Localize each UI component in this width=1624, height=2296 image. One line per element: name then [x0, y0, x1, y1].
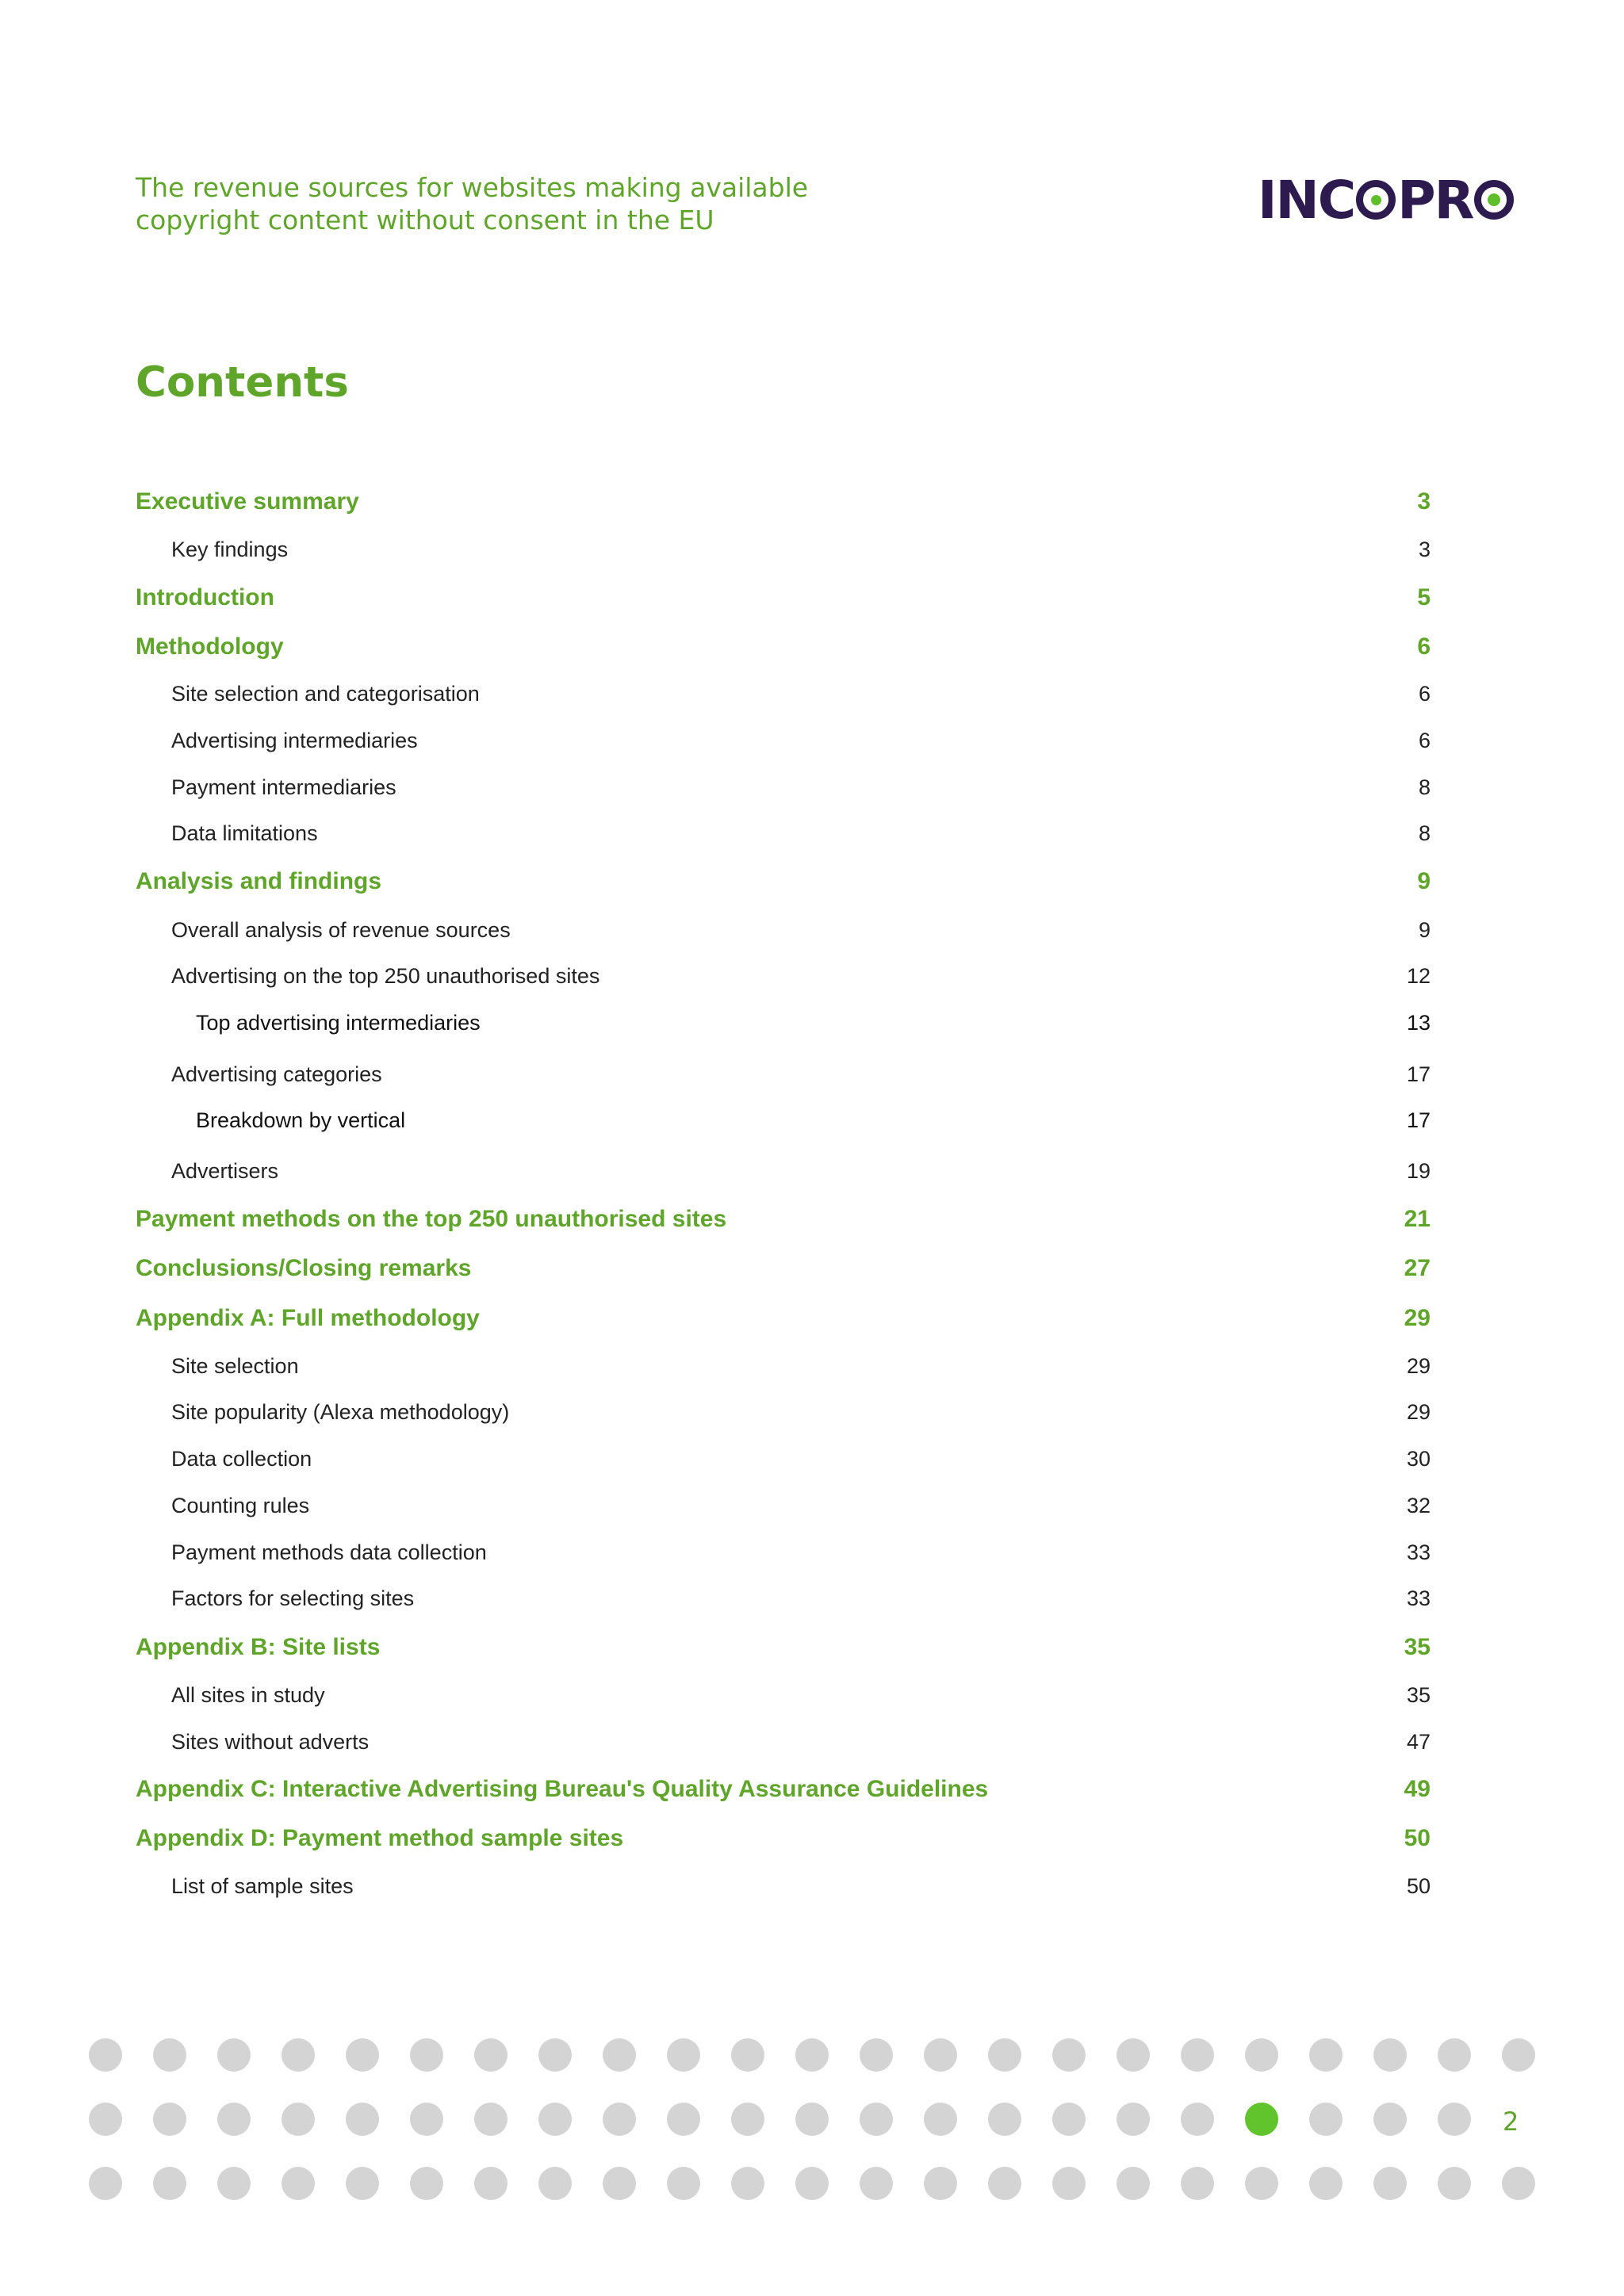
decorative-dot: [603, 2103, 636, 2136]
decorative-dot: [410, 2038, 443, 2072]
toc-entry-label: Top advertising intermediaries: [196, 1010, 481, 1035]
toc-entry[interactable]: [136, 960, 1431, 992]
toc-entry-page: 19: [1406, 1158, 1431, 1183]
toc-entry-label: Data limitations: [171, 821, 318, 845]
decorative-dot: [282, 2038, 315, 2072]
decorative-dot: [346, 2103, 379, 2136]
toc-entry-label: Site popularity (Alexa methodology): [171, 1399, 510, 1424]
toc-entry-page: 21: [1404, 1206, 1431, 1232]
toc-entry[interactable]: [136, 1870, 1431, 1902]
toc-entry[interactable]: [136, 631, 1431, 663]
toc-entry-label: Overall analysis of revenue sources: [171, 917, 511, 942]
decorative-dot: [924, 2038, 957, 2072]
toc-entry[interactable]: [136, 678, 1431, 710]
decorative-dot: [1116, 2038, 1150, 2072]
decorative-dot: [1245, 2038, 1278, 2072]
decorative-dot: [1438, 2167, 1471, 2200]
decorative-dot: [1116, 2167, 1150, 2200]
toc-entry-page: 9: [1417, 868, 1431, 894]
decorative-dot: [1373, 2038, 1407, 2072]
toc-entry-label: Data collection: [171, 1446, 312, 1471]
toc-entry-label: List of sample sites: [171, 1873, 354, 1898]
toc-entry[interactable]: [136, 1350, 1431, 1382]
decorative-dot: [538, 2038, 572, 2072]
toc-entry-page: 50: [1406, 1873, 1431, 1898]
decorative-dot: [988, 2103, 1021, 2136]
decorative-dot: [667, 2103, 700, 2136]
toc-entry-page: 49: [1404, 1776, 1431, 1802]
toc-entry[interactable]: [136, 1253, 1431, 1284]
toc-entry-page: 6: [1418, 728, 1431, 752]
decorative-dot: [731, 2038, 764, 2072]
toc-entry[interactable]: [136, 582, 1431, 614]
toc-entry-page: 8: [1418, 775, 1431, 799]
logo-text-end: PR: [1397, 169, 1473, 231]
decorative-dot: [1181, 2038, 1214, 2072]
toc-entry-label: Counting rules: [171, 1493, 310, 1517]
toc-entry-label: Analysis and findings: [136, 868, 382, 894]
toc-entry[interactable]: [136, 1155, 1431, 1187]
toc-entry[interactable]: [136, 914, 1431, 946]
decorative-dot: [538, 2103, 572, 2136]
decorative-dot: [153, 2103, 186, 2136]
toc-entry-page: 50: [1404, 1825, 1431, 1851]
document-title-line-1: The revenue sources for websites making available: [136, 172, 809, 203]
toc-entry[interactable]: [136, 771, 1431, 803]
decorative-dot: [1373, 2167, 1407, 2200]
decorative-dot: [667, 2038, 700, 2072]
decorative-dot: [795, 2038, 829, 2072]
decorative-dot: [924, 2103, 957, 2136]
decorative-dot: [1181, 2103, 1214, 2136]
toc-entry-page: 35: [1406, 1682, 1431, 1707]
decorative-dot: [1309, 2167, 1342, 2200]
toc-entry-page: 29: [1404, 1305, 1431, 1331]
toc-entry[interactable]: [136, 725, 1431, 756]
toc-entry-page: 29: [1406, 1399, 1431, 1424]
toc-entry-label: Appendix B: Site lists: [136, 1634, 381, 1660]
toc-entry-label: Sites without adverts: [171, 1729, 370, 1754]
decorative-dot: [603, 2167, 636, 2200]
decorative-dot: [1052, 2167, 1086, 2200]
decorative-dot: [1438, 2038, 1471, 2072]
toc-entry-page: 17: [1406, 1108, 1431, 1132]
decorative-dot: [1116, 2103, 1150, 2136]
toc-entry-page: 30: [1406, 1446, 1431, 1471]
document-title-line-2: copyright content without consent in the EU: [136, 205, 714, 235]
decorative-dot: [860, 2167, 893, 2200]
decorative-dot: [860, 2103, 893, 2136]
toc-entry-label: Appendix A: Full methodology: [136, 1305, 480, 1331]
decorative-dot: [1373, 2103, 1407, 2136]
toc-entry-page: 6: [1418, 681, 1431, 706]
toc-entry-label: Appendix D: Payment method sample sites: [136, 1825, 624, 1851]
toc-entry[interactable]: [136, 1396, 1431, 1428]
toc-entry-page: 27: [1404, 1255, 1431, 1281]
toc-entry[interactable]: [136, 1058, 1431, 1090]
toc-entry-label: Appendix C: Interactive Advertising Bureau's Quality Assurance Guidelines: [136, 1776, 989, 1802]
decorative-dot: [153, 2167, 186, 2200]
decorative-dot: [474, 2038, 508, 2072]
toc-entry[interactable]: [136, 817, 1431, 849]
toc-entry[interactable]: [136, 1632, 1431, 1663]
decorative-dot: [795, 2103, 829, 2136]
decorative-dot: [731, 2103, 764, 2136]
decorative-dot: [474, 2103, 508, 2136]
decorative-dot: [89, 2167, 122, 2200]
toc-entry-page: 32: [1406, 1493, 1431, 1517]
toc-entry-label: Advertisers: [171, 1158, 279, 1183]
toc-entry-page: 33: [1406, 1586, 1431, 1610]
toc-entry[interactable]: [136, 1104, 1431, 1136]
document-title: [136, 171, 808, 236]
toc-entry[interactable]: [136, 866, 1431, 897]
toc-entry-page: 5: [1417, 584, 1431, 610]
toc-entry-label: Site selection: [171, 1353, 299, 1378]
decorative-dot: [474, 2167, 508, 2200]
decorative-dot: [795, 2167, 829, 2200]
toc-entry-label: Introduction: [136, 584, 274, 610]
toc-entry-label: Advertising on the top 250 unauthorised sites: [171, 963, 600, 988]
decorative-dot: [1438, 2103, 1471, 2136]
decorative-dot: [217, 2167, 251, 2200]
toc-entry-label: Methodology: [136, 633, 284, 660]
decorative-dot: [1502, 2167, 1535, 2200]
page-number: 2: [1503, 2107, 1519, 2137]
toc-entry-page: 9: [1418, 917, 1431, 942]
decorative-dot: [410, 2167, 443, 2200]
toc-entry-label: Key findings: [171, 537, 289, 561]
toc-entry-label: Advertising intermediaries: [171, 728, 418, 752]
decorative-dot: [860, 2038, 893, 2072]
decorative-dot: [1181, 2167, 1214, 2200]
incopro-logo: [1258, 169, 1514, 231]
decorative-dot: [346, 2038, 379, 2072]
toc-entry-page: 33: [1406, 1540, 1431, 1564]
decorative-dot: [153, 2038, 186, 2072]
toc-entry[interactable]: [136, 1823, 1431, 1854]
logo-o-dot-icon: [1474, 180, 1514, 220]
decorative-dot: [1309, 2038, 1342, 2072]
toc-entry[interactable]: [136, 1007, 1431, 1039]
toc-entry-page: 17: [1406, 1062, 1431, 1086]
toc-entry[interactable]: [136, 1774, 1431, 1805]
decorative-dot: [731, 2167, 764, 2200]
toc-entry-label: All sites in study: [171, 1682, 325, 1707]
toc-entry-label: Breakdown by vertical: [196, 1108, 406, 1132]
decorative-dot: [603, 2038, 636, 2072]
decorative-dot: [282, 2167, 315, 2200]
toc-entry[interactable]: [136, 1303, 1431, 1334]
decorative-dot: [1245, 2167, 1278, 2200]
toc-entry-page: 12: [1406, 963, 1431, 988]
decorative-dot: [410, 2103, 443, 2136]
toc-entry[interactable]: [136, 1726, 1431, 1758]
toc-entry-label: Payment methods on the top 250 unauthorised sites: [136, 1206, 727, 1232]
decorative-dot: [1245, 2103, 1278, 2136]
decorative-dot: [988, 2167, 1021, 2200]
toc-entry[interactable]: [136, 1203, 1431, 1235]
decorative-dot: [988, 2038, 1021, 2072]
toc-entry[interactable]: [136, 1582, 1431, 1614]
logo-text-start: INC: [1258, 169, 1355, 231]
decorative-dot: [1052, 2103, 1086, 2136]
toc-entry-label: Site selection and categorisation: [171, 681, 480, 706]
toc-entry-label: Factors for selecting sites: [171, 1586, 415, 1610]
toc-entry-page: 47: [1406, 1729, 1431, 1754]
toc-entry-page: 3: [1418, 537, 1431, 561]
toc-entry-label: Payment methods data collection: [171, 1540, 487, 1564]
toc-entry-page: 8: [1418, 821, 1431, 845]
decorative-dot: [89, 2103, 122, 2136]
decorative-dot: [89, 2038, 122, 2072]
toc-entry[interactable]: [136, 1536, 1431, 1568]
decorative-dot: [1502, 2038, 1535, 2072]
toc-entry[interactable]: [136, 1679, 1431, 1711]
decorative-dot: [667, 2167, 700, 2200]
decorative-dot: [346, 2167, 379, 2200]
toc-entry-page: 6: [1417, 633, 1431, 660]
contents-heading: Contents: [136, 358, 349, 407]
toc-entry[interactable]: [136, 1490, 1431, 1521]
logo-o-icon: [1356, 180, 1396, 220]
toc-entry-page: 3: [1417, 488, 1431, 515]
decorative-dot: [217, 2038, 251, 2072]
toc-entry[interactable]: [136, 534, 1431, 565]
decorative-dot: [1052, 2038, 1086, 2072]
decorative-dot: [924, 2167, 957, 2200]
toc-entry-page: 35: [1404, 1634, 1431, 1660]
decorative-dot: [538, 2167, 572, 2200]
toc-entry[interactable]: [136, 486, 1431, 518]
toc-entry-label: Payment intermediaries: [171, 775, 396, 799]
toc-entry-label: Conclusions/Closing remarks: [136, 1255, 472, 1281]
toc-entry[interactable]: [136, 1443, 1431, 1475]
decorative-dot: [1309, 2103, 1342, 2136]
toc-entry-label: Advertising categories: [171, 1062, 382, 1086]
toc-entry-label: Executive summary: [136, 488, 359, 515]
decorative-dot: [217, 2103, 251, 2136]
toc-entry-page: 13: [1406, 1010, 1431, 1035]
toc-entry-page: 29: [1406, 1353, 1431, 1378]
decorative-dot: [282, 2103, 315, 2136]
